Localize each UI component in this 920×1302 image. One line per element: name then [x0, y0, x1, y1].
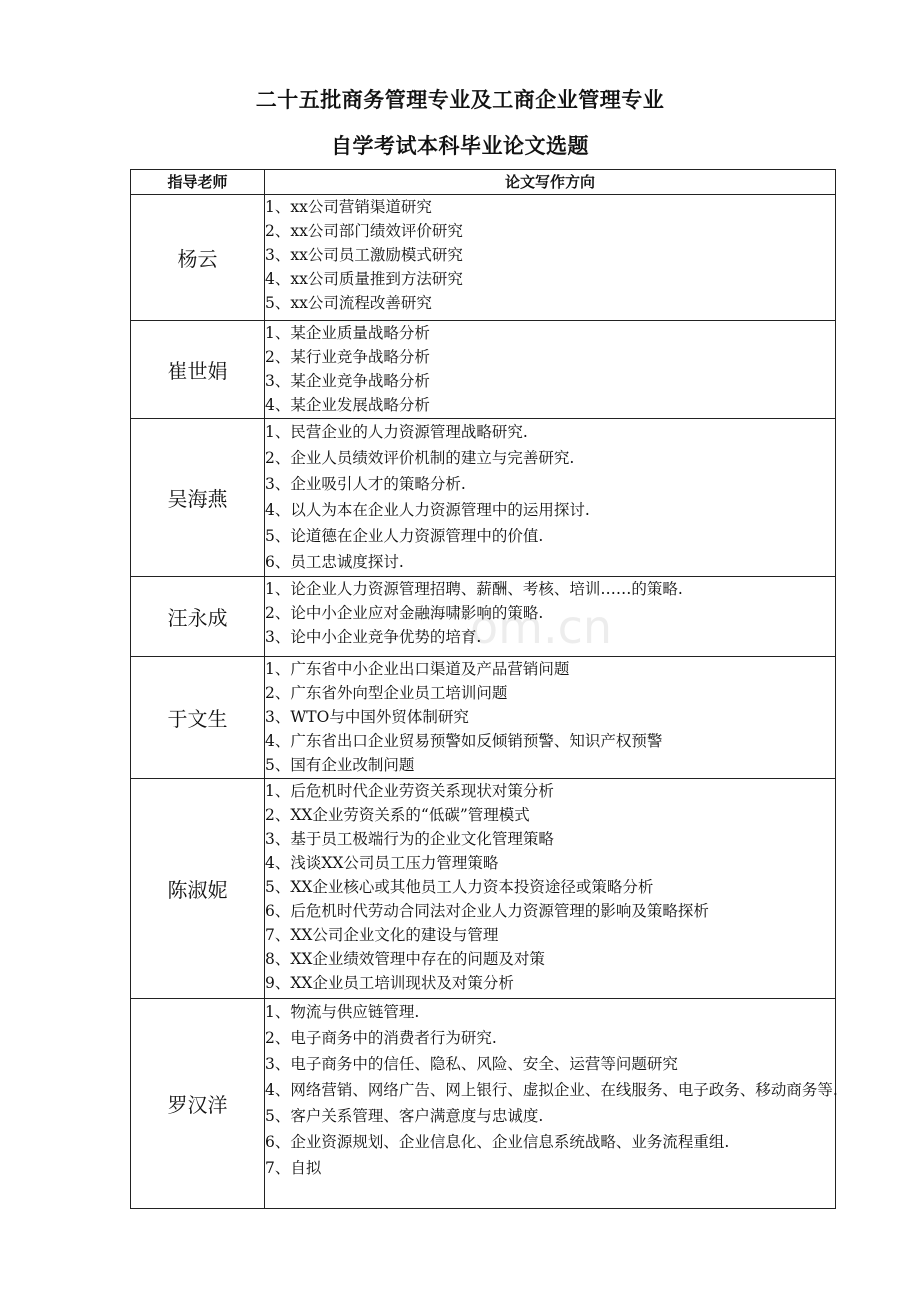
topic-item: 1、后危机时代企业劳资关系现状对策分析: [265, 782, 554, 800]
table-row: [131, 779, 836, 999]
table-row: [131, 419, 836, 577]
advisor-name: 于文生: [131, 657, 265, 779]
topic-item: 1、xx公司营销渠道研究: [265, 198, 432, 216]
topic-item: 4、以人为本在企业人力资源管理中的运用探讨.: [265, 501, 590, 519]
advisor-name: 陈淑妮: [131, 779, 265, 999]
topic-item: 1、广东省中小企业出口渠道及产品营销问题: [265, 660, 570, 678]
topic-item: 1、论企业人力资源管理招聘、薪酬、考核、培训……的策略.: [265, 580, 683, 598]
topic-item: 1、某企业质量战略分析: [265, 324, 430, 342]
document-title: 二十五批商务管理专业及工商企业管理专业: [255, 88, 665, 112]
advisor-name: 崔世娟: [131, 321, 265, 419]
topic-item: 7、XX公司企业文化的建设与管理: [265, 926, 499, 944]
topic-item: 2、电子商务中的消费者行为研究.: [265, 1029, 497, 1047]
topic-item: 3、WTO与中国外贸体制研究: [265, 708, 469, 726]
watermark: om.cn: [470, 600, 613, 654]
topic-item: 2、xx公司部门绩效评价研究: [265, 222, 463, 240]
topic-item: 4、浅谈XX公司员工压力管理策略: [265, 854, 499, 872]
topic-list: [265, 657, 836, 779]
topic-item: 6、后危机时代劳动合同法对企业人力资源管理的影响及策略探析: [265, 902, 709, 920]
topic-list: [265, 321, 836, 419]
topic-item: 3、xx公司员工激励模式研究: [265, 246, 463, 264]
advisor-name: 汪永成: [131, 577, 265, 657]
topic-item: 3、企业吸引人才的策略分析.: [265, 475, 466, 493]
topic-item: 4、xx公司质量推到方法研究: [265, 270, 463, 288]
advisor-name: 吴海燕: [131, 419, 265, 577]
table-row: [131, 657, 836, 779]
table-row: [131, 999, 836, 1209]
topic-item: 3、某企业竞争战略分析: [265, 372, 430, 390]
topic-item: 3、基于员工极端行为的企业文化管理策略: [265, 830, 554, 848]
topic-list: [265, 779, 836, 999]
topic-list: [265, 999, 836, 1209]
topic-item: 4、某企业发展战略分析: [265, 396, 430, 414]
topic-item: 5、客户关系管理、客户满意度与忠诚度.: [265, 1107, 544, 1125]
topic-item: 5、论道德在企业人力资源管理中的价值.: [265, 527, 544, 545]
topic-item: 5、国有企业改制问题: [265, 756, 415, 774]
topic-item: 9、XX企业员工培训现状及对策分析: [265, 974, 514, 992]
topic-item: 2、XX企业劳资关系的“低碳”管理模式: [265, 806, 530, 824]
thesis-topics-table: [130, 169, 836, 1209]
table-row: [131, 577, 836, 657]
topic-item: 2、某行业竞争战略分析: [265, 348, 430, 366]
topic-item: 2、企业人员绩效评价机制的建立与完善研究.: [265, 449, 575, 467]
advisor-name: 罗汉洋: [131, 999, 265, 1209]
topic-item: 2、广东省外向型企业员工培训问题: [265, 684, 508, 702]
topic-item: 5、xx公司流程改善研究: [265, 294, 432, 312]
header-row: [131, 170, 836, 195]
advisor-column-header: 指导老师: [131, 170, 265, 195]
topic-item: 2、论中小企业应对金融海啸影响的策略.: [265, 604, 544, 622]
topic-item: 7、自拟: [265, 1159, 322, 1177]
topic-item: 3、电子商务中的信任、隐私、风险、安全、运营等问题研究: [265, 1055, 678, 1073]
table-row: [131, 321, 836, 419]
topic-item: 1、物流与供应链管理.: [265, 1003, 420, 1021]
table-body: [131, 195, 836, 1209]
topics-column-header: 论文写作方向: [265, 170, 836, 195]
topic-item: 8、XX企业绩效管理中存在的问题及对策: [265, 950, 545, 968]
topic-item: 6、企业资源规划、企业信息化、企业信息系统战略、业务流程重组.: [265, 1133, 730, 1151]
topic-list: [265, 577, 836, 657]
topic-item: 5、XX企业核心或其他员工人力资本投资途径或策略分析: [265, 878, 654, 896]
topic-item: 4、广东省出口企业贸易预警如反倾销预警、知识产权预警: [265, 732, 663, 750]
topic-list: [265, 195, 836, 321]
table-row: [131, 195, 836, 321]
topic-item: 3、论中小企业竞争优势的培育.: [265, 628, 482, 646]
topic-item: 4、网络营销、网络广告、网上银行、虚拟企业、在线服务、电子政务、移动商务等.: [265, 1081, 838, 1099]
topic-item: 1、民营企业的人力资源管理战略研究.: [265, 423, 528, 441]
document-subtitle: 自学考试本科毕业论文选题: [331, 134, 589, 158]
topic-list: [265, 419, 836, 577]
advisor-name: 杨云: [131, 195, 265, 321]
topic-item: 6、员工忠诚度探讨.: [265, 553, 404, 571]
